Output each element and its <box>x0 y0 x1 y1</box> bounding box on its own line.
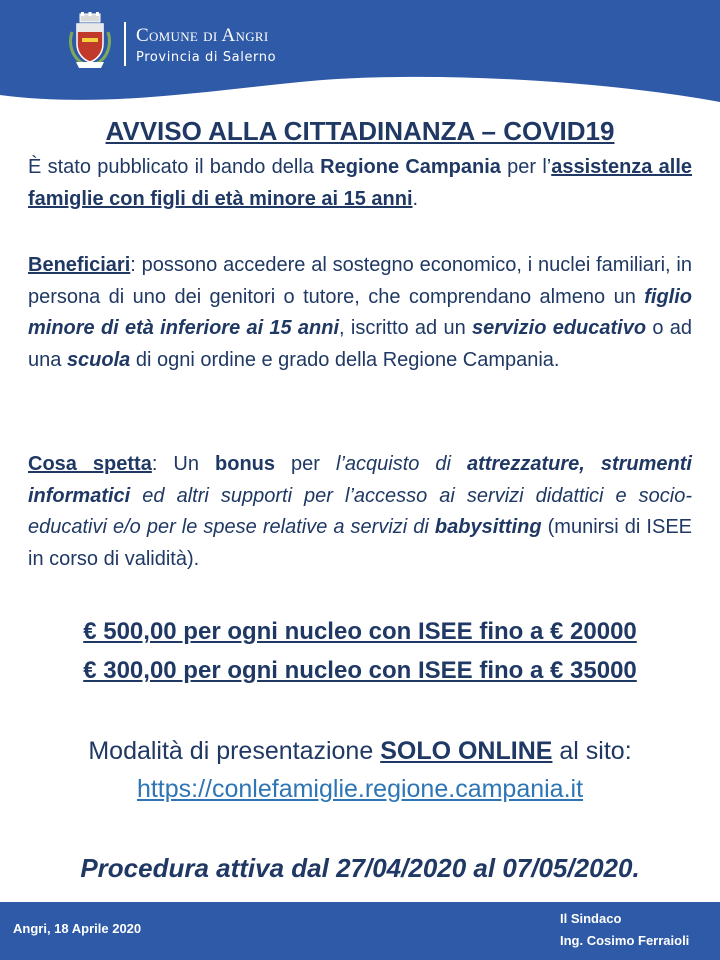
intro-text-1: È stato pubblicato il bando della <box>28 156 321 178</box>
beneficiari-minor: figlio minore di età inferiore ai 15 anni <box>28 285 692 339</box>
beneficiari-paragraph <box>28 250 692 376</box>
cosa-spetta-paragraph <box>28 449 692 575</box>
beneficiari-school: scuola <box>66 348 131 371</box>
beneficiari-label: Beneficiari <box>28 254 131 276</box>
footer-date: Angri, 18 Aprile 2020 <box>13 921 142 936</box>
amount-line-2: € 300,00 per ogni nucleo con ISEE fino a € 35000 <box>83 657 637 684</box>
cosa-spetta-label: Cosa spetta <box>28 453 152 475</box>
brand-subtitle: Provincia di Salerno <box>136 50 277 65</box>
submission-mode <box>0 737 720 766</box>
notice-title: AVVISO ALLA CITTADINANZA – COVID19 <box>105 116 615 146</box>
cosa-spetta-text-4: (munirsi di ISEE in corso di validità). <box>28 516 692 570</box>
brand-name: Comune di Angri <box>136 25 269 46</box>
intro-assistance: assistenza alle famiglie con figli di età minore ai 15 anni <box>28 156 693 210</box>
cosa-spetta-bonus: bonus <box>215 453 276 475</box>
beneficiari-text-1: : possono accedere al sostegno economico, i nuclei familiari, in persona di uno dei genitori o tutore, che comprendano almeno un <box>28 254 692 308</box>
cosa-spetta-text-3: ed altri supporti per l’accesso ai servizi didattici e socio-educativi e/o per le spese relative a servizi di <box>28 484 692 538</box>
municipal-crest-icon <box>68 12 112 70</box>
cosa-spetta-babysitting: babysitting <box>434 516 542 538</box>
beneficiari-service: servizio educativo <box>471 317 647 339</box>
procedure-dates: Procedura attiva dal 27/04/2020 al 07/05/2020. <box>80 853 640 883</box>
application-url-link[interactable]: https://conlefamiglie.regione.campania.it <box>136 775 584 803</box>
brand-divider <box>124 22 126 66</box>
footer-bar <box>0 902 720 960</box>
beneficiari-text-3: o ad una <box>28 317 693 371</box>
intro-region: Regione Campania <box>320 156 501 178</box>
intro-paragraph <box>28 152 692 215</box>
intro-text-2: per l’ <box>500 156 552 178</box>
signer-name: Ing. Cosimo Ferraioli <box>560 933 690 948</box>
cosa-spetta-equipment: attrezzature, strumenti informatici <box>28 453 692 507</box>
mode-text-2: al sito: <box>552 737 632 765</box>
header-banner <box>0 0 720 115</box>
intro-text-3: . <box>412 187 419 210</box>
cosa-spetta-purchase: l’acquisto di <box>336 453 468 475</box>
beneficiari-text-4: di ogni ordine e grado della Regione Campania. <box>130 348 560 371</box>
beneficiari-text-2: , iscritto ad un <box>339 317 472 339</box>
mode-online-only: SOLO ONLINE <box>380 737 553 765</box>
cosa-spetta-text-1: : Un <box>151 453 216 475</box>
amount-line-1: € 500,00 per ogni nucleo con ISEE fino a € 20000 <box>83 618 637 645</box>
signer-role: Il Sindaco <box>560 911 622 926</box>
cosa-spetta-text-2: per <box>275 453 336 475</box>
mode-text-1: Modalità di presentazione <box>88 737 381 765</box>
